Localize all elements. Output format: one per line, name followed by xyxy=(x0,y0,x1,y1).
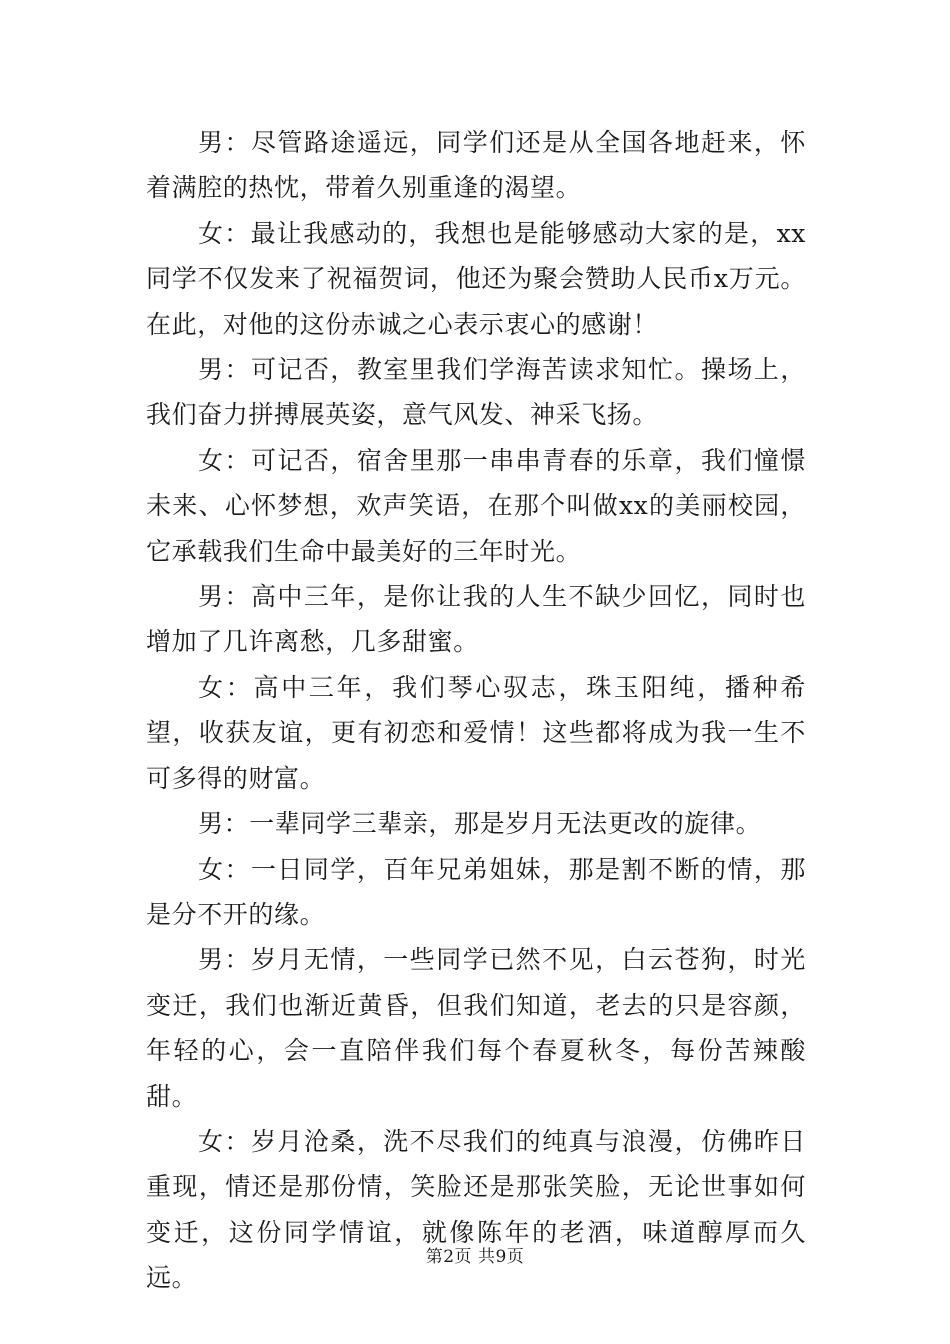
paragraph: 男：高中三年，是你让我的人生不缺少回忆，同时也增加了几许离愁，几多甜蜜。 xyxy=(146,582,806,657)
paragraph: 女：岁月沧桑，洗不尽我们的纯真与浪漫，仿佛昨日重现，情还是那份情，笑脸还是那张笑脸，无论世事如何变迁，这份同学情谊，就像陈年的老酒，味道醇厚而久远。 xyxy=(146,1126,806,1293)
paragraph: 女：可记否，宿舍里那一串串青春的乐章，我们憧憬未来、心怀梦想，欢声笑语，在那个叫做xx的美丽校园，它承载我们生命中最美好的三年时光。 xyxy=(146,445,806,566)
paragraph: 男：可记否，教室里我们学海苦读求知忙。操场上，我们奋力拼搏展英姿，意气风发、神采飞扬。 xyxy=(146,355,806,430)
document-body xyxy=(146,120,806,1301)
paragraph: 女：高中三年，我们琴心驭志，珠玉阳纯，播种希望，收获友谊，更有初恋和爱情！这些都将成为我一生不可多得的财富。 xyxy=(146,672,806,793)
paragraph: 男：尽管路途遥远，同学们还是从全国各地赶来，怀着满腔的热忱，带着久别重逢的渴望。 xyxy=(146,128,806,203)
paragraph: 男：一辈同学三辈亲，那是岁月无法更改的旋律。 xyxy=(198,809,762,839)
paragraph: 女：最让我感动的，我想也是能够感动大家的是，xx同学不仅发来了祝福贺词，他还为聚会赞助人民币x万元。在此，对他的这份赤诚之心表示衷心的感谢！ xyxy=(146,218,806,339)
paragraph: 女：一日同学，百年兄弟姐妹，那是割不断的情，那是分不开的缘。 xyxy=(146,854,806,929)
paragraph: 男：岁月无情，一些同学已然不见，白云苍狗，时光变迁，我们也渐近黄昏，但我们知道，老去的只是容颜，年轻的心，会一直陪伴我们每个春夏秋冬，每份苦辣酸甜。 xyxy=(146,945,806,1111)
page-number-footer: 第2页 共9页 xyxy=(425,1247,525,1267)
